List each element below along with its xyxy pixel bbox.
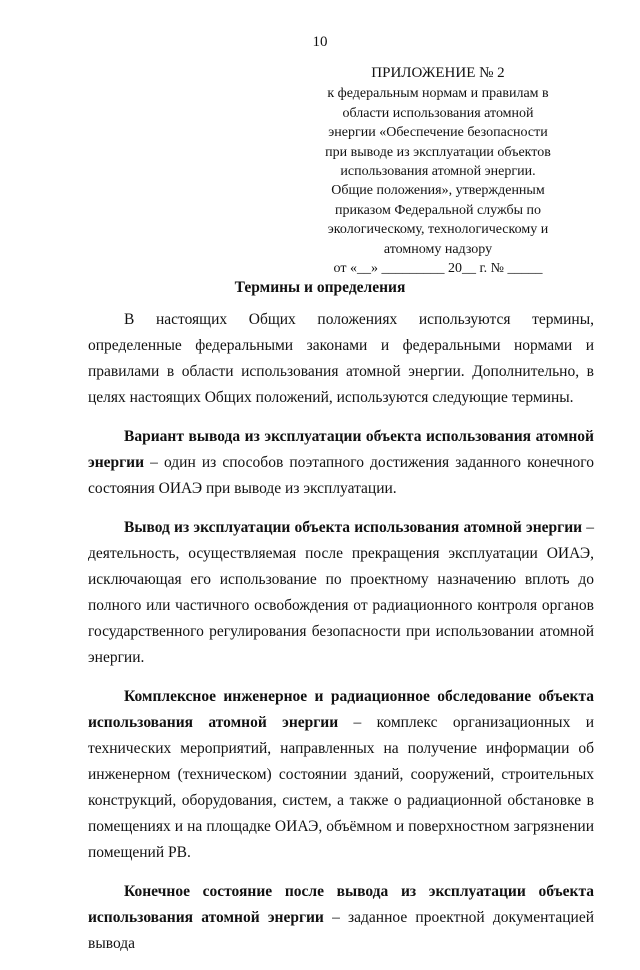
definition-text: – заданное проектной документацией вывода <box>88 909 594 952</box>
definition-paragraph <box>88 424 594 502</box>
appendix-line: к федеральным нормам и правилам в <box>327 86 549 102</box>
definition-paragraph <box>88 879 594 957</box>
appendix-line: Общие положения», утвержденным <box>331 183 545 199</box>
definition-text: – деятельность, осуществляемая после прекращения эксплуатации ОИАЭ, исключающая его использование по проектному назначению вплоть до полного или частичного освобождения от радиационного контроля органов государственного регулирования безопасности при использовании атомной энергии. <box>88 519 594 666</box>
definition-term: Конечное состояние после вывода из эксплуатации объекта использования атомной энергии <box>88 883 594 926</box>
page-number: 10 <box>312 34 328 50</box>
definition-term: Комплексное инженерное и радиационное обследование объекта использования атомной энергии <box>88 688 594 731</box>
appendix-line: приказом Федеральной службы по <box>335 202 541 218</box>
definition-text: – комплекс организационных и технических мероприятий, направленных на получение информации об инженерном (техническом) состоянии зданий, сооружений, строительных конструкций, оборудования, систем, а также о радиационной обстановке в помещениях и на площадке ОИАЭ, объёмном и поверхностном загрязнении помещений РВ. <box>88 714 594 861</box>
appendix-line: энергии «Обеспечение безопасности <box>328 125 548 141</box>
section-heading: Термины и определения <box>234 279 406 296</box>
appendix-line: при выводе из эксплуатации объектов <box>325 144 551 160</box>
appendix-line: экологическому, технологическому и <box>327 222 549 238</box>
appendix-block <box>318 64 558 278</box>
appendix-line: области использования атомной <box>342 105 534 121</box>
intro-paragraph: В настоящих Общих положениях используются термины, определенные федеральными законами и федеральными нормами и правилами в области использования атомной энергии. Дополнительно, в целях настоящих Общих положений, используются следующие термины. <box>88 311 594 406</box>
definition-paragraph <box>88 684 594 866</box>
appendix-title: ПРИЛОЖЕНИЕ № 2 <box>371 65 505 81</box>
definition-term: Вариант вывода из эксплуатации объекта использования атомной энергии <box>88 428 594 471</box>
appendix-line: использования атомной энергии. <box>340 164 536 180</box>
document-body <box>88 307 594 970</box>
approval-line: от «__» _________ 20__ г. № _____ <box>333 261 543 277</box>
definition-text: – один из способов поэтапного достижения заданного конечного состояния ОИАЭ при выводе из эксплуатации. <box>88 454 594 497</box>
appendix-line: атомному надзору <box>383 241 493 257</box>
definition-paragraph <box>88 515 594 671</box>
definition-term: Вывод из эксплуатации объекта использования атомной энергии <box>124 519 583 536</box>
